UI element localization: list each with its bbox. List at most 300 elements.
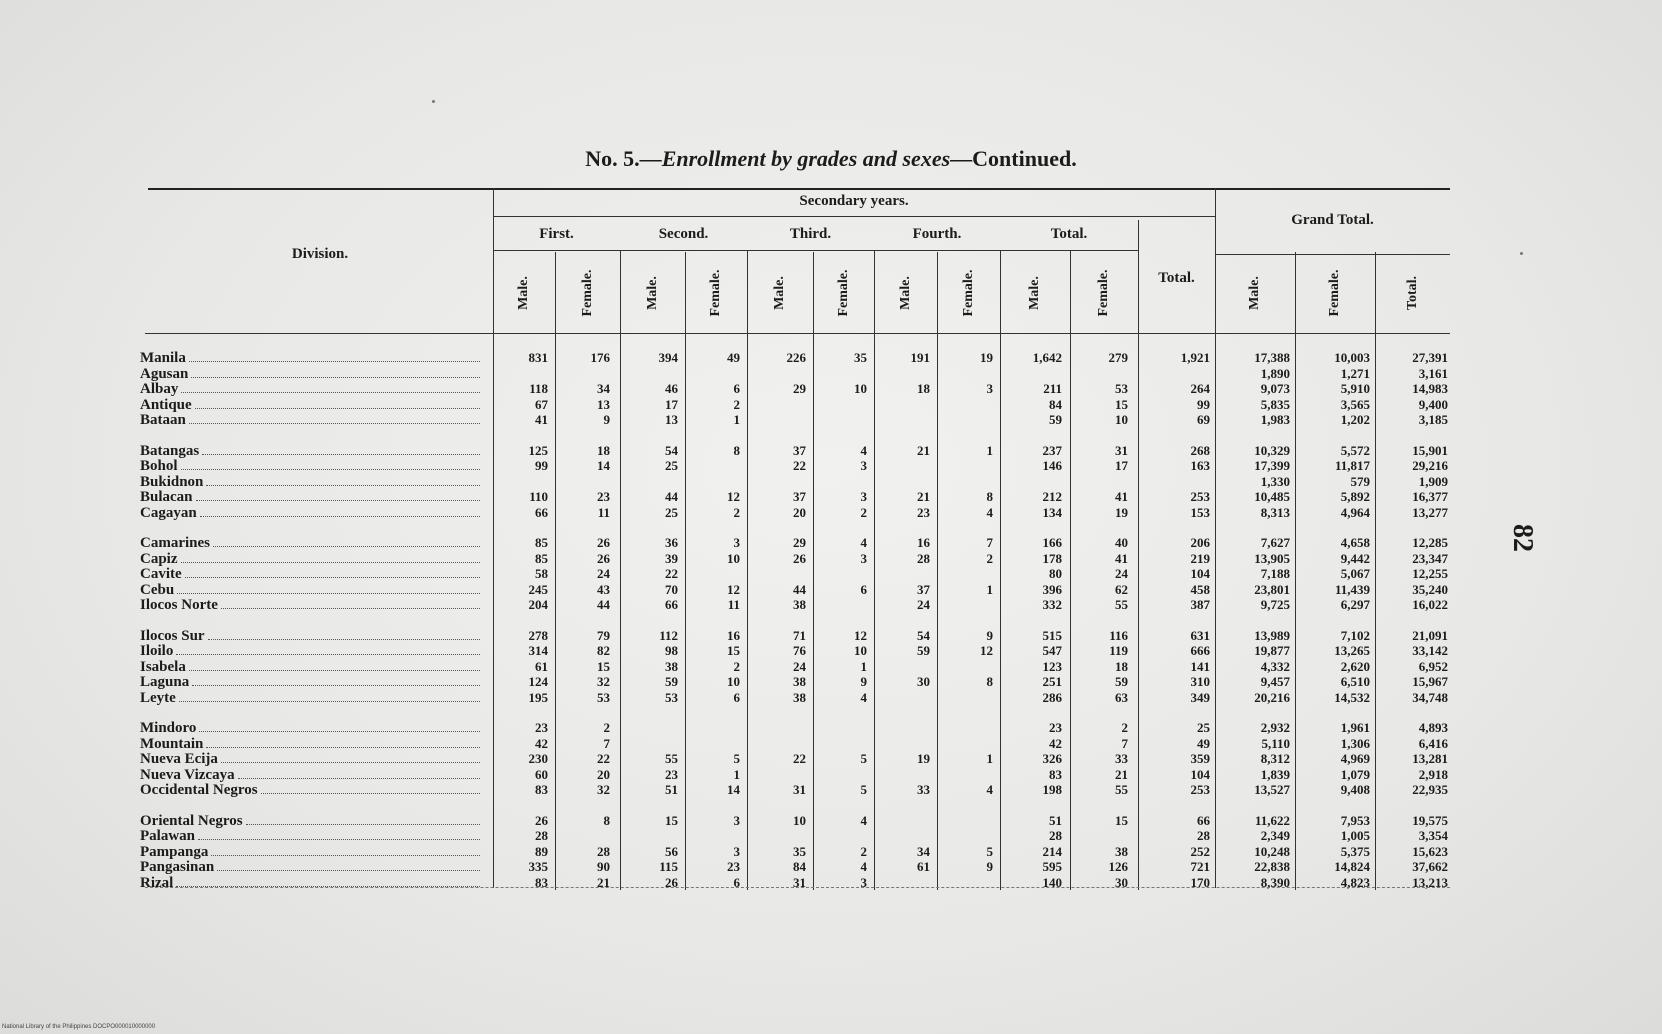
table-cell: 15,623	[1412, 843, 1448, 859]
table-cell: 16,022	[1412, 597, 1448, 612]
table-cell: 237	[1042, 442, 1062, 458]
title-suffix: —Continued.	[950, 146, 1077, 171]
table-cell: 595	[1042, 859, 1062, 874]
division-label: Ilocos Norte	[140, 597, 218, 613]
table-cell: 6,297	[1340, 597, 1370, 612]
table-cell: 98	[665, 643, 678, 658]
table-cell: 51	[665, 782, 678, 797]
table-cell: 27,391	[1412, 350, 1448, 365]
table-cell: 19	[917, 751, 930, 766]
division-name	[140, 813, 485, 829]
table-cell: 21	[597, 874, 610, 890]
table-cell: 13,527	[1254, 782, 1290, 797]
dot-leader	[191, 377, 480, 378]
dot-leader	[221, 608, 480, 609]
division-name	[140, 844, 485, 860]
table-row	[140, 412, 1550, 428]
table-cell: 153	[1190, 504, 1210, 520]
dot-leader	[195, 408, 480, 409]
table-cell: 206	[1190, 535, 1210, 550]
table-cell: 116	[1109, 627, 1128, 643]
dot-leader	[206, 485, 480, 486]
division-name	[140, 458, 485, 474]
table-cell: 17	[665, 396, 678, 412]
table-cell: 5,892	[1340, 489, 1370, 504]
table-cell: 9,408	[1340, 782, 1370, 797]
table-cell: 10,329	[1254, 442, 1290, 458]
table-cell: 119	[1109, 643, 1128, 658]
division-label: Cavite	[140, 566, 182, 582]
table-row	[140, 736, 1550, 752]
table-cell: 1,890	[1260, 365, 1290, 381]
table-cell: 66	[1197, 812, 1210, 828]
table-cell: 21	[917, 489, 930, 504]
table-cell: 5	[986, 843, 993, 859]
dot-leader	[177, 593, 480, 594]
table-cell: 2	[733, 396, 740, 412]
table-cell: 5,110	[1261, 735, 1290, 751]
table-cell: 14	[727, 782, 740, 797]
table-cell: 7	[986, 535, 993, 550]
table-cell: 3	[733, 535, 740, 550]
table-cell: 31	[793, 782, 806, 797]
grand-total-header: Grand Total.	[1291, 212, 1374, 228]
female-subheader: Female.	[1096, 269, 1111, 317]
table-row	[140, 397, 1550, 413]
table-cell: 198	[1042, 782, 1062, 797]
dot-leader	[176, 654, 480, 655]
table-cell: 38	[793, 674, 806, 689]
table-cell: 23	[665, 766, 678, 782]
table-cell: 37	[793, 489, 806, 504]
table-cell: 29	[793, 535, 806, 550]
division-name	[140, 443, 485, 459]
division-name	[140, 412, 485, 428]
division-label: Isabela	[140, 658, 186, 675]
title-italic: Enrollment by grades and sexes	[661, 146, 951, 171]
table-cell: 37,662	[1412, 859, 1448, 874]
table-cell: 18	[917, 381, 930, 396]
table-cell: 83	[535, 874, 548, 890]
table-cell: 18	[1115, 658, 1128, 674]
table-cell: 7,953	[1340, 812, 1370, 828]
table-cell: 394	[658, 350, 678, 365]
table-cell: 134	[1042, 504, 1062, 520]
table-cell: 61	[917, 859, 930, 874]
table-cell: 37	[917, 581, 930, 597]
table-cell: 17	[1115, 458, 1128, 473]
table-cell: 2,620	[1340, 658, 1370, 674]
table-top-rule	[148, 188, 1450, 190]
male-subheader: Male.	[897, 276, 913, 310]
table-cell: 10	[727, 674, 740, 689]
table-row	[140, 859, 1550, 875]
division-name	[140, 381, 485, 397]
grade-group-header: Total.	[1050, 226, 1088, 242]
table-cell: 31	[793, 874, 806, 890]
division-name	[140, 551, 485, 567]
table-row	[140, 659, 1550, 675]
table-cell: 32	[597, 782, 610, 797]
secondary-years-header: Secondary years.	[799, 193, 909, 209]
table-cell: 1	[733, 412, 740, 427]
table-cell: 24	[917, 597, 930, 612]
header-bottom-rule	[145, 333, 1450, 334]
table-cell: 6	[733, 689, 740, 705]
table-cell: 8	[986, 489, 993, 504]
table-cell: 55	[1115, 782, 1128, 797]
table-cell: 3	[986, 381, 993, 396]
page-title	[0, 146, 1662, 172]
table-cell: 245	[528, 581, 548, 597]
table-cell: 1,271	[1340, 365, 1370, 381]
division-label: Albay	[140, 381, 179, 397]
table-row	[140, 828, 1550, 844]
table-cell: 31	[1115, 442, 1128, 458]
division-label: Manila	[140, 350, 186, 366]
table-cell: 85	[535, 535, 548, 550]
table-cell: 16	[917, 535, 930, 550]
table-cell: 1	[733, 766, 740, 782]
table-cell: 76	[793, 643, 806, 658]
table-cell: 60	[535, 766, 548, 782]
table-row	[140, 535, 1550, 551]
table-cell: 4,969	[1340, 751, 1370, 766]
table-cell: 8	[733, 442, 740, 458]
grade-group-header: Fourth.	[912, 226, 962, 242]
table-cell: 104	[1190, 766, 1210, 782]
table-cell: 99	[1197, 396, 1210, 412]
table-cell: 59	[665, 674, 678, 689]
table-cell: 62	[1115, 581, 1128, 597]
table-cell: 11	[597, 504, 610, 520]
table-row	[140, 443, 1550, 459]
table-cell: 22	[665, 566, 678, 581]
division-name	[140, 736, 485, 752]
table-cell: 16	[727, 627, 740, 643]
table-cell: 12,255	[1412, 566, 1448, 581]
table-cell: 15	[727, 643, 740, 658]
table-cell: 2	[1121, 720, 1128, 735]
table-cell: 22,838	[1254, 859, 1290, 874]
table-cell: 33	[1115, 751, 1128, 766]
table-cell: 4,658	[1340, 535, 1370, 550]
table-cell: 26	[535, 812, 548, 828]
table-cell: 10	[727, 550, 740, 566]
table-cell: 89	[535, 843, 548, 859]
division-label: Bukidnon	[140, 473, 204, 490]
division-label: Palawan	[140, 828, 196, 844]
table-cell: 2,349	[1260, 828, 1290, 843]
table-cell: 49	[727, 350, 740, 365]
enrollment-table	[140, 190, 1550, 945]
table-cell: 15,901	[1412, 442, 1448, 458]
table-cell: 11,817	[1334, 458, 1370, 473]
dot-leader	[192, 685, 480, 686]
dot-leader	[246, 824, 480, 825]
table-cell: 310	[1190, 674, 1210, 689]
grade-group-header: Third.	[789, 226, 832, 242]
table-cell: 66	[535, 504, 548, 520]
table-cell: 43	[597, 581, 610, 597]
table-cell: 104	[1190, 566, 1210, 581]
table-cell: 123	[1042, 658, 1062, 674]
table-cell: 214	[1042, 843, 1062, 859]
table-cell: 335	[528, 859, 548, 874]
table-cell: 67	[535, 396, 548, 412]
table-cell: 33	[917, 782, 930, 797]
table-row	[140, 582, 1550, 598]
table-cell: 3	[860, 550, 867, 566]
table-cell: 314	[528, 643, 548, 658]
dot-leader	[189, 670, 480, 671]
table-cell: 547	[1042, 643, 1062, 658]
division-label: Pampanga	[140, 843, 209, 860]
table-cell: 230	[528, 751, 548, 766]
table-cell: 63	[1115, 689, 1128, 705]
table-row	[140, 458, 1550, 474]
table-cell: 14,983	[1412, 381, 1448, 396]
division-label: Bataan	[140, 412, 186, 428]
table-cell: 170	[1190, 874, 1210, 890]
table-cell: 1	[986, 442, 993, 458]
table-cell: 24	[1115, 566, 1128, 581]
table-cell: 21,091	[1412, 627, 1448, 643]
table-cell: 23	[597, 489, 610, 504]
table-cell: 359	[1190, 751, 1210, 766]
table-cell: 23	[535, 720, 548, 735]
table-cell: 3	[733, 843, 740, 859]
table-cell: 71	[793, 627, 806, 643]
table-cell: 8	[986, 674, 993, 689]
table-cell: 13	[665, 412, 678, 427]
table-cell: 30	[1115, 874, 1128, 890]
table-cell: 5,067	[1340, 566, 1370, 581]
table-cell: 9,457	[1260, 674, 1290, 689]
table-cell: 66	[665, 597, 678, 612]
table-cell: 85	[535, 550, 548, 566]
table-cell: 17,399	[1254, 458, 1290, 473]
table-cell: 22	[793, 458, 806, 473]
division-name	[140, 535, 485, 551]
table-cell: 80	[1049, 566, 1062, 581]
dot-leader	[189, 361, 480, 362]
table-cell: 29	[793, 381, 806, 396]
table-cell: 59	[917, 643, 930, 658]
table-cell: 10	[854, 381, 867, 396]
division-label: Cagayan	[140, 504, 197, 521]
table-cell: 70	[665, 581, 678, 597]
table-cell: 13,989	[1254, 627, 1290, 643]
table-cell: 82	[597, 643, 610, 658]
dot-leader	[208, 639, 480, 640]
table-cell: 19	[1115, 504, 1128, 520]
division-name	[140, 397, 485, 413]
female-subheader: Female.	[579, 269, 595, 317]
dot-leader	[181, 392, 480, 393]
table-cell: 253	[1190, 489, 1210, 504]
table-cell: 36	[665, 535, 678, 550]
table-cell: 831	[528, 350, 548, 365]
table-cell: 83	[535, 782, 548, 797]
division-label: Rizal	[140, 874, 174, 891]
table-cell: 2,918	[1418, 766, 1448, 782]
scan-speck	[432, 100, 435, 103]
table-cell: 9	[986, 859, 993, 874]
table-cell: 4	[860, 535, 867, 550]
table-cell: 1,839	[1260, 766, 1290, 782]
division-name	[140, 628, 485, 644]
table-row	[140, 767, 1550, 783]
table-cell: 252	[1190, 843, 1210, 859]
table-cell: 10	[793, 812, 806, 828]
table-cell: 24	[793, 658, 806, 674]
table-cell: 7	[1121, 735, 1128, 751]
table-cell: 211	[1043, 381, 1062, 396]
table-cell: 22	[597, 751, 610, 766]
table-cell: 125	[528, 442, 548, 458]
table-cell: 9,725	[1260, 597, 1290, 612]
table-cell: 15	[1115, 812, 1128, 828]
table-cell: 35,240	[1412, 581, 1448, 597]
table-cell: 1	[986, 751, 993, 766]
table-cell: 99	[535, 458, 548, 473]
dot-leader	[211, 855, 480, 856]
table-row	[140, 566, 1550, 582]
table-cell: 59	[1115, 674, 1128, 689]
table-cell: 3,161	[1418, 365, 1448, 381]
table-row	[140, 505, 1550, 521]
table-cell: 18	[597, 442, 610, 458]
table-cell: 15	[665, 812, 678, 828]
grade-group-header: Second.	[658, 226, 709, 242]
table-cell: 666	[1190, 643, 1210, 658]
table-cell: 21	[917, 442, 930, 458]
table-cell: 9	[986, 627, 993, 643]
table-cell: 84	[1049, 396, 1062, 412]
table-cell: 37	[793, 442, 806, 458]
division-name	[140, 566, 485, 582]
division-label: Nueva Vizcaya	[140, 766, 235, 783]
table-cell: 4,964	[1340, 504, 1370, 520]
dot-leader	[179, 701, 480, 702]
division-name	[140, 505, 485, 521]
table-cell: 23,801	[1254, 581, 1290, 597]
table-row	[140, 474, 1550, 490]
table-cell: 219	[1190, 550, 1210, 566]
table-cell: 19,877	[1254, 643, 1290, 658]
table-cell: 140	[1042, 874, 1062, 890]
division-name	[140, 782, 485, 798]
table-cell: 1,983	[1260, 412, 1290, 427]
table-cell: 12	[980, 643, 993, 658]
table-cell: 41	[1115, 550, 1128, 566]
table-bottom-rule	[145, 887, 1450, 889]
division-label: Oriental Negros	[140, 812, 243, 829]
footer-note: National Library of the Philippines DOCPO000010000000	[2, 1024, 156, 1030]
table-cell: 25	[1197, 720, 1210, 735]
dot-leader	[196, 500, 480, 501]
table-cell: 631	[1190, 627, 1210, 643]
table-cell: 387	[1190, 597, 1210, 612]
table-cell: 5,375	[1340, 843, 1370, 859]
table-cell: 13,213	[1412, 874, 1448, 890]
table-cell: 25	[665, 504, 678, 520]
table-cell: 7,188	[1260, 566, 1290, 581]
table-cell: 279	[1108, 350, 1128, 365]
table-cell: 278	[528, 627, 548, 643]
table-cell: 6	[860, 581, 867, 597]
table-cell: 6	[733, 874, 740, 890]
table-cell: 332	[1042, 597, 1062, 612]
table-cell: 2	[986, 550, 993, 566]
table-cell: 2	[860, 843, 867, 859]
table-cell: 4	[860, 442, 867, 458]
table-cell: 10,248	[1254, 843, 1290, 859]
table-row	[140, 751, 1550, 767]
table-cell: 1,306	[1340, 735, 1370, 751]
table-cell: 118	[529, 381, 548, 396]
dot-leader	[200, 516, 480, 517]
table-cell: 1,005	[1340, 828, 1370, 843]
table-cell: 38	[793, 597, 806, 612]
table-cell: 178	[1042, 550, 1062, 566]
table-cell: 10,485	[1254, 489, 1290, 504]
table-row	[140, 381, 1550, 397]
table-cell: 5	[733, 751, 740, 766]
table-cell: 33,142	[1412, 643, 1448, 658]
table-cell: 38	[793, 689, 806, 705]
table-cell: 8,312	[1260, 751, 1290, 766]
division-label: Nueva Ecija	[140, 751, 218, 767]
division-label: Mountain	[140, 735, 204, 752]
table-cell: 4	[986, 782, 993, 797]
scan-speck	[1520, 252, 1523, 255]
table-cell: 32	[597, 674, 610, 689]
table-cell: 56	[665, 843, 678, 859]
table-cell: 53	[665, 689, 678, 705]
table-cell: 7	[603, 735, 610, 751]
division-header: Division.	[291, 246, 349, 262]
table-cell: 226	[786, 350, 806, 365]
division-name	[140, 828, 485, 844]
table-cell: 59	[1049, 412, 1062, 427]
table-cell: 30	[917, 674, 930, 689]
table-cell: 23,347	[1412, 550, 1448, 566]
table-cell: 55	[665, 751, 678, 766]
table-cell: 83	[1049, 766, 1062, 782]
table-cell: 7,102	[1340, 627, 1370, 643]
table-cell: 46	[665, 381, 678, 396]
table-cell: 2	[860, 504, 867, 520]
division-label: Mindoro	[140, 720, 197, 736]
table-cell: 141	[1190, 658, 1210, 674]
dot-leader	[198, 839, 480, 840]
dot-leader	[202, 454, 480, 455]
division-label: Batangas	[140, 442, 200, 459]
table-cell: 34	[917, 843, 930, 859]
table-cell: 16,377	[1412, 489, 1448, 504]
division-label: Occidental Negros	[140, 782, 258, 798]
table-cell: 53	[597, 689, 610, 705]
division-name	[140, 659, 485, 675]
table-cell: 3	[860, 489, 867, 504]
table-cell: 29,216	[1412, 458, 1448, 473]
table-cell: 721	[1190, 859, 1210, 874]
table-cell: 176	[590, 350, 610, 365]
table-row	[140, 597, 1550, 613]
table-cell: 55	[1115, 597, 1128, 612]
